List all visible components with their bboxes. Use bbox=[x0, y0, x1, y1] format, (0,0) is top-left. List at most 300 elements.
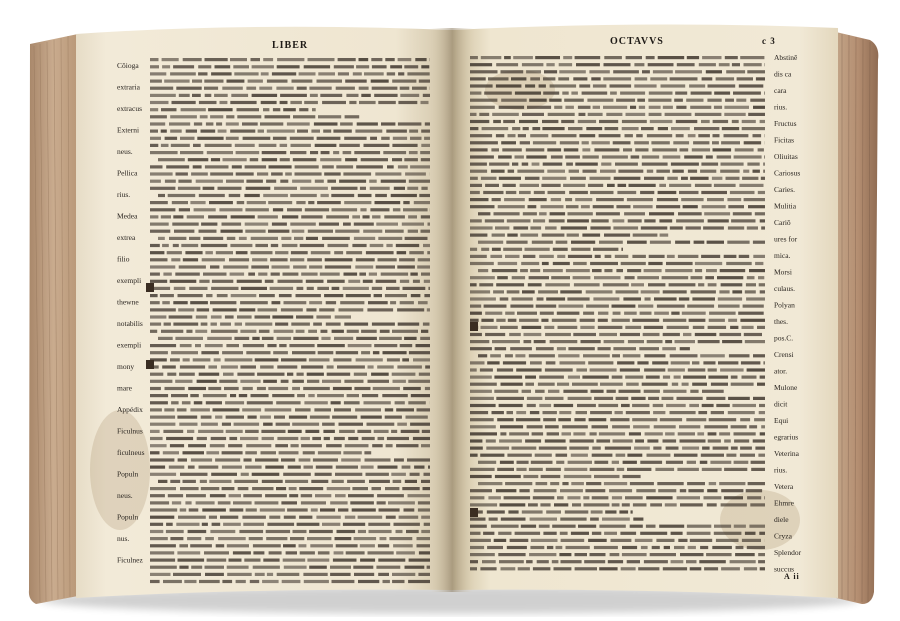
print-word bbox=[504, 496, 530, 499]
print-word bbox=[731, 376, 738, 379]
print-word bbox=[261, 430, 285, 433]
print-word bbox=[470, 255, 487, 258]
print-word bbox=[180, 473, 208, 476]
marginal-note: diele bbox=[774, 515, 789, 524]
marginal-note: thes. bbox=[774, 317, 788, 326]
print-word bbox=[550, 482, 559, 485]
print-word bbox=[566, 205, 579, 208]
print-word bbox=[522, 510, 543, 513]
print-word bbox=[758, 553, 765, 556]
print-word bbox=[363, 215, 370, 218]
print-word bbox=[263, 423, 273, 426]
print-word bbox=[404, 65, 418, 68]
print-word bbox=[163, 451, 179, 454]
print-word bbox=[274, 416, 285, 419]
print-word bbox=[702, 56, 721, 59]
print-word bbox=[573, 432, 585, 435]
print-word bbox=[632, 418, 657, 421]
print-word bbox=[623, 148, 632, 151]
print-word bbox=[289, 494, 298, 497]
print-word bbox=[690, 177, 709, 180]
print-word bbox=[364, 144, 390, 147]
marginal-note: Externi bbox=[117, 125, 140, 135]
print-word bbox=[508, 134, 516, 137]
print-word bbox=[616, 290, 639, 293]
print-word bbox=[708, 376, 728, 379]
print-word bbox=[194, 122, 202, 125]
print-word bbox=[150, 451, 160, 454]
print-word bbox=[551, 155, 563, 158]
print-word bbox=[546, 361, 556, 364]
print-word bbox=[532, 432, 544, 435]
print-word bbox=[674, 376, 681, 379]
marginal-note: Caries. bbox=[774, 185, 796, 194]
print-word bbox=[538, 383, 555, 386]
print-word bbox=[537, 297, 544, 300]
print-word bbox=[165, 180, 176, 183]
print-word bbox=[312, 108, 316, 111]
print-word bbox=[554, 503, 568, 506]
print-word bbox=[508, 319, 517, 322]
print-word bbox=[522, 290, 535, 293]
print-word bbox=[654, 312, 669, 315]
marginal-note: exempli bbox=[117, 340, 142, 350]
print-word bbox=[344, 137, 366, 140]
print-word bbox=[626, 56, 642, 59]
print-word bbox=[202, 258, 225, 261]
print-word bbox=[730, 560, 756, 563]
marginal-note: extracus bbox=[117, 104, 142, 113]
print-word bbox=[593, 84, 607, 87]
print-word bbox=[214, 94, 228, 97]
print-word bbox=[279, 451, 299, 454]
print-word bbox=[361, 158, 388, 161]
print-word bbox=[188, 466, 195, 469]
print-word bbox=[630, 482, 654, 485]
print-word bbox=[746, 297, 765, 300]
print-word bbox=[559, 411, 571, 414]
marginal-note: cara bbox=[774, 86, 787, 95]
print-word bbox=[344, 201, 371, 204]
print-word bbox=[617, 191, 636, 194]
print-word bbox=[318, 551, 330, 554]
print-word bbox=[306, 280, 324, 283]
print-word bbox=[318, 72, 335, 75]
print-word bbox=[150, 580, 160, 583]
print-word bbox=[622, 120, 647, 123]
print-word bbox=[687, 305, 714, 308]
right-folio: c 3 bbox=[762, 36, 776, 46]
print-word bbox=[243, 137, 271, 140]
print-word bbox=[424, 137, 430, 140]
print-word bbox=[374, 94, 397, 97]
print-word bbox=[591, 390, 604, 393]
print-word bbox=[415, 58, 426, 61]
print-word bbox=[229, 494, 241, 497]
print-word bbox=[724, 106, 749, 109]
print-word bbox=[398, 58, 412, 61]
print-word bbox=[575, 567, 597, 570]
print-word bbox=[492, 113, 519, 116]
print-word bbox=[734, 432, 756, 435]
print-word bbox=[501, 518, 526, 521]
print-word bbox=[550, 212, 566, 215]
print-word bbox=[205, 566, 225, 569]
print-word bbox=[739, 255, 750, 258]
print-word bbox=[516, 468, 526, 471]
print-word bbox=[662, 397, 674, 400]
print-word bbox=[652, 361, 668, 364]
print-word bbox=[761, 177, 765, 180]
print-word bbox=[640, 191, 654, 194]
print-word bbox=[281, 458, 295, 461]
print-word bbox=[237, 280, 262, 283]
print-word bbox=[258, 273, 267, 276]
print-word bbox=[548, 390, 559, 393]
print-word bbox=[358, 530, 366, 533]
print-word bbox=[569, 447, 589, 450]
print-word bbox=[223, 523, 241, 526]
print-word bbox=[348, 280, 360, 283]
print-word bbox=[173, 244, 179, 247]
print-word bbox=[553, 262, 570, 265]
print-word bbox=[260, 508, 285, 511]
print-word bbox=[738, 312, 764, 315]
print-word bbox=[287, 373, 293, 376]
print-word bbox=[496, 319, 505, 322]
print-word bbox=[150, 258, 168, 261]
print-word bbox=[150, 187, 175, 190]
print-word bbox=[326, 323, 341, 326]
print-word bbox=[559, 553, 571, 556]
print-word bbox=[544, 70, 557, 73]
print-word bbox=[338, 72, 349, 75]
print-word bbox=[280, 158, 290, 161]
print-word bbox=[748, 205, 765, 208]
print-word bbox=[590, 191, 613, 194]
print-word bbox=[519, 191, 531, 194]
print-word bbox=[185, 251, 202, 254]
print-word bbox=[355, 408, 381, 411]
print-word bbox=[753, 439, 765, 442]
print-word bbox=[292, 80, 313, 83]
print-word bbox=[478, 354, 487, 357]
print-word bbox=[173, 215, 183, 218]
print-word bbox=[589, 70, 609, 73]
print-word bbox=[717, 276, 743, 279]
print-word bbox=[663, 439, 677, 442]
print-word bbox=[711, 411, 724, 414]
print-word bbox=[364, 401, 391, 404]
print-word bbox=[653, 411, 665, 414]
print-word bbox=[575, 198, 592, 201]
print-word bbox=[230, 244, 252, 247]
print-word bbox=[482, 560, 496, 563]
print-word bbox=[259, 144, 277, 147]
print-word bbox=[748, 482, 765, 485]
print-word bbox=[718, 361, 738, 364]
print-word bbox=[245, 208, 269, 211]
print-word bbox=[662, 276, 689, 279]
print-word bbox=[418, 258, 430, 261]
print-word bbox=[585, 489, 605, 492]
print-word bbox=[181, 244, 198, 247]
print-word bbox=[383, 580, 390, 583]
print-word bbox=[191, 458, 212, 461]
marginal-note: Veterina bbox=[774, 449, 799, 458]
print-word bbox=[345, 516, 356, 519]
print-word bbox=[481, 326, 498, 329]
print-word bbox=[735, 553, 755, 556]
print-word bbox=[508, 170, 514, 173]
print-word bbox=[163, 430, 183, 433]
print-word bbox=[171, 144, 190, 147]
print-word bbox=[227, 566, 249, 569]
print-word bbox=[308, 230, 333, 233]
print-word bbox=[158, 337, 173, 340]
print-word bbox=[470, 205, 495, 208]
marginal-note: Morsi bbox=[774, 267, 792, 277]
print-word bbox=[404, 508, 415, 511]
print-word bbox=[617, 468, 625, 471]
print-word bbox=[354, 151, 380, 154]
print-word bbox=[563, 184, 585, 187]
print-word bbox=[627, 560, 640, 563]
print-word bbox=[150, 144, 158, 147]
print-word bbox=[223, 265, 248, 268]
print-word bbox=[334, 65, 354, 68]
print-word bbox=[230, 130, 255, 133]
print-word bbox=[562, 92, 568, 95]
print-word bbox=[270, 258, 288, 261]
print-word bbox=[258, 130, 264, 133]
print-word bbox=[496, 63, 518, 66]
print-word bbox=[245, 451, 257, 454]
print-word bbox=[230, 273, 245, 276]
print-word bbox=[633, 503, 647, 506]
print-word bbox=[530, 226, 541, 229]
print-word bbox=[409, 351, 430, 354]
print-word bbox=[246, 351, 270, 354]
print-word bbox=[233, 65, 249, 68]
print-word bbox=[709, 418, 737, 421]
print-word bbox=[631, 510, 633, 513]
marginal-note: mare bbox=[117, 383, 132, 393]
print-word bbox=[312, 437, 321, 440]
print-word bbox=[470, 56, 478, 59]
print-word bbox=[489, 163, 509, 166]
print-word bbox=[178, 308, 194, 311]
print-word bbox=[413, 358, 430, 361]
print-word bbox=[562, 482, 568, 485]
print-word bbox=[561, 560, 582, 563]
print-word bbox=[373, 351, 380, 354]
marginal-note: Medea bbox=[117, 211, 138, 221]
print-word bbox=[348, 344, 372, 347]
print-word bbox=[188, 158, 209, 161]
print-word bbox=[297, 373, 304, 376]
print-word bbox=[287, 208, 302, 211]
print-word bbox=[309, 358, 330, 361]
print-word bbox=[361, 94, 371, 97]
print-word bbox=[334, 337, 353, 340]
print-word bbox=[170, 358, 180, 361]
print-word bbox=[405, 237, 428, 240]
print-word bbox=[332, 330, 344, 333]
print-word bbox=[371, 58, 382, 61]
print-word bbox=[408, 215, 417, 218]
print-word bbox=[369, 530, 392, 533]
print-word bbox=[470, 411, 488, 414]
print-word bbox=[699, 63, 716, 66]
print-word bbox=[557, 383, 569, 386]
print-word bbox=[240, 365, 256, 368]
print-word bbox=[295, 165, 319, 168]
print-word bbox=[701, 454, 724, 457]
print-word bbox=[318, 115, 341, 118]
print-word bbox=[734, 461, 749, 464]
print-word bbox=[505, 312, 514, 315]
print-word bbox=[199, 194, 225, 197]
print-word bbox=[719, 432, 730, 435]
print-word bbox=[361, 466, 374, 469]
print-word bbox=[627, 269, 641, 272]
print-word bbox=[150, 408, 162, 411]
print-word bbox=[707, 99, 721, 102]
print-word bbox=[248, 273, 255, 276]
print-word bbox=[290, 223, 316, 226]
print-word bbox=[372, 215, 380, 218]
print-word bbox=[742, 120, 756, 123]
print-word bbox=[150, 58, 159, 61]
print-word bbox=[212, 523, 221, 526]
print-word bbox=[352, 487, 368, 490]
print-word bbox=[659, 184, 666, 187]
print-word bbox=[669, 184, 691, 187]
print-word bbox=[480, 567, 496, 570]
print-word bbox=[724, 134, 749, 137]
print-word bbox=[275, 444, 288, 447]
print-word bbox=[545, 283, 570, 286]
print-word bbox=[243, 523, 264, 526]
print-word bbox=[753, 106, 765, 109]
print-word bbox=[315, 473, 332, 476]
print-word bbox=[627, 454, 642, 457]
print-word bbox=[276, 423, 290, 426]
print-word bbox=[626, 383, 639, 386]
print-word bbox=[402, 358, 409, 361]
print-word bbox=[546, 468, 561, 471]
print-word bbox=[364, 451, 371, 454]
print-word bbox=[212, 280, 233, 283]
print-word bbox=[470, 525, 487, 528]
print-word bbox=[396, 551, 415, 554]
print-word bbox=[693, 141, 709, 144]
print-word bbox=[492, 234, 505, 237]
print-word bbox=[513, 56, 533, 59]
print-word bbox=[196, 501, 215, 504]
print-word bbox=[593, 248, 618, 251]
print-word bbox=[396, 530, 403, 533]
print-word bbox=[150, 430, 160, 433]
print-word bbox=[393, 137, 407, 140]
marginal-note: Vetera bbox=[774, 482, 794, 491]
print-word bbox=[376, 223, 398, 226]
print-word bbox=[599, 525, 625, 528]
print-word bbox=[574, 283, 600, 286]
print-word bbox=[150, 523, 163, 526]
print-word bbox=[525, 383, 534, 386]
print-word bbox=[675, 92, 687, 95]
print-word bbox=[596, 439, 610, 442]
print-word bbox=[150, 72, 166, 75]
print-word bbox=[161, 330, 183, 333]
print-word bbox=[394, 187, 405, 190]
print-word bbox=[385, 416, 402, 419]
print-word bbox=[697, 432, 704, 435]
marginal-note: dicit bbox=[774, 399, 788, 409]
print-word bbox=[470, 127, 478, 130]
print-word bbox=[392, 80, 416, 83]
print-word bbox=[421, 230, 431, 233]
print-word bbox=[599, 120, 618, 123]
print-word bbox=[332, 208, 358, 211]
marginal-note: neus. bbox=[117, 147, 133, 156]
print-word bbox=[730, 326, 738, 329]
print-word bbox=[255, 315, 271, 318]
print-word bbox=[508, 510, 518, 513]
print-word bbox=[558, 354, 579, 357]
print-word bbox=[178, 294, 203, 297]
print-word bbox=[200, 115, 208, 118]
print-word bbox=[150, 165, 163, 168]
print-word bbox=[691, 92, 712, 95]
print-word bbox=[215, 65, 231, 68]
marginal-note: egrarius bbox=[774, 432, 799, 442]
print-word bbox=[402, 487, 419, 490]
print-word bbox=[255, 244, 268, 247]
print-word bbox=[227, 80, 245, 83]
print-word bbox=[425, 122, 430, 125]
print-word bbox=[632, 319, 659, 322]
print-word bbox=[259, 87, 272, 90]
print-word bbox=[598, 347, 611, 350]
print-word bbox=[687, 461, 696, 464]
print-word bbox=[687, 482, 705, 485]
print-word bbox=[268, 387, 288, 390]
print-word bbox=[252, 258, 267, 261]
print-word bbox=[240, 437, 258, 440]
print-word bbox=[197, 380, 217, 383]
print-word bbox=[311, 480, 328, 483]
print-word bbox=[371, 373, 389, 376]
print-word bbox=[398, 72, 404, 75]
print-word bbox=[337, 530, 356, 533]
print-word bbox=[326, 301, 336, 304]
print-word bbox=[520, 184, 539, 187]
print-word bbox=[698, 134, 710, 137]
print-word bbox=[250, 580, 259, 583]
print-word bbox=[389, 537, 412, 540]
print-word bbox=[425, 387, 430, 390]
print-word bbox=[655, 468, 674, 471]
print-word bbox=[625, 496, 643, 499]
print-word bbox=[233, 551, 251, 554]
print-word bbox=[590, 432, 597, 435]
print-word bbox=[410, 423, 430, 426]
left-running-head: LIBER bbox=[272, 40, 309, 51]
print-word bbox=[249, 537, 263, 540]
